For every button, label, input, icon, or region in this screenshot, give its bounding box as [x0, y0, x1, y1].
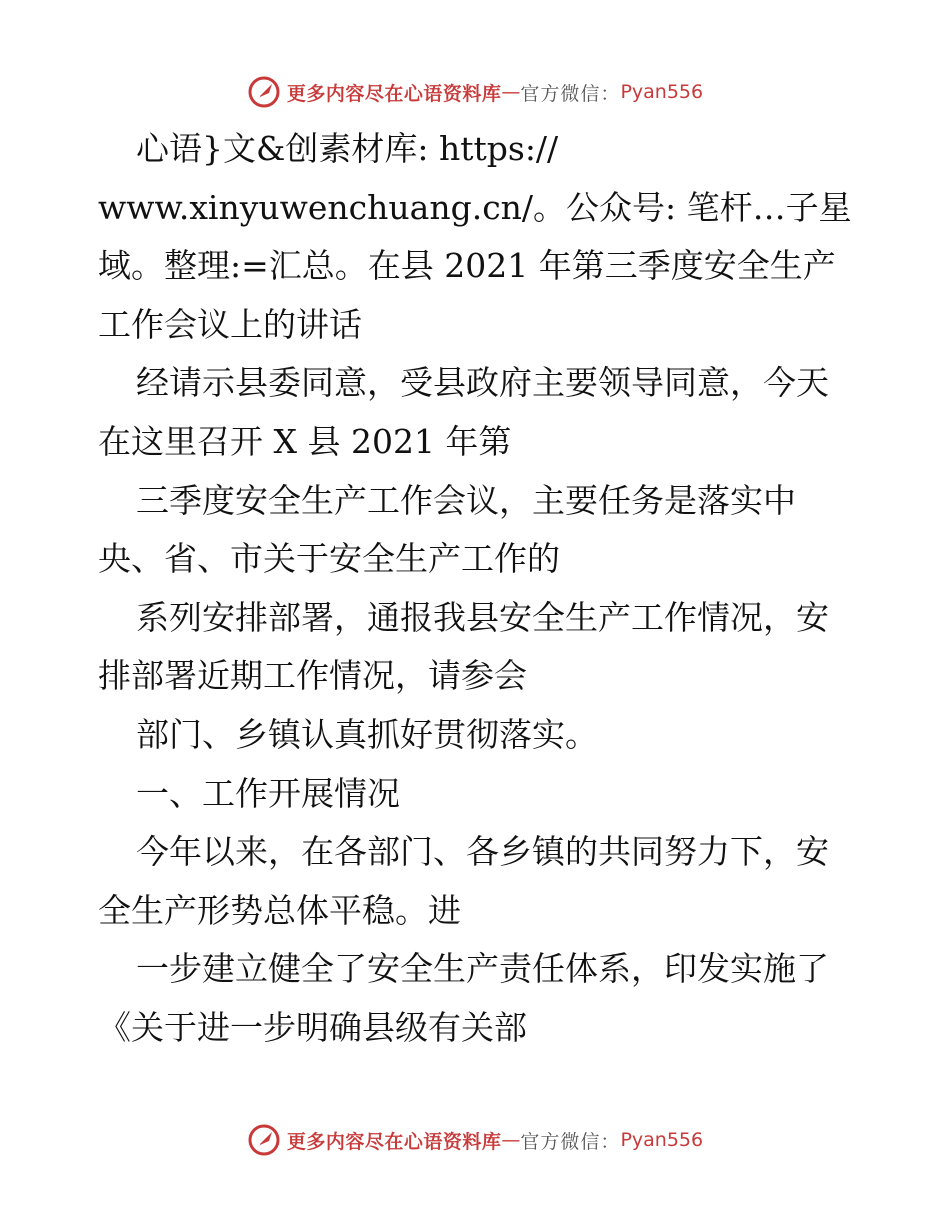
text-line: www.xinyuwenchuang.cn/。公众号: 笔杆…子星	[98, 187, 852, 227]
text-line: 域。整理:=汇总。在县 2021 年第三季度安全生产	[98, 246, 836, 286]
watermark-text: 更多内容尽在心语资料库	[286, 82, 502, 105]
text-line: 三季度安全生产工作会议，主要任务是落实中	[136, 480, 796, 520]
watermark-separator: —	[501, 81, 521, 103]
text-line: 一、工作开展情况	[136, 773, 400, 813]
watermark-account: Pyan556	[620, 1129, 704, 1151]
text-line: 经请示县委同意，受县政府主要领导同意，今天	[136, 363, 829, 403]
text-line: 在这里召开 X 县 2021 年第	[98, 421, 512, 461]
text-line: 全生产形势总体平稳。进	[98, 890, 461, 930]
watermark-official-label: 官方微信：	[520, 1130, 621, 1153]
text-line: 一步建立健全了安全生产责任体系，印发实施了	[136, 949, 829, 989]
text-line: 部门、乡镇认真抓好贯彻落实。	[136, 714, 598, 754]
text-line: 《关于进一步明确县级有关部	[98, 1007, 527, 1047]
watermark-separator: —	[501, 1129, 521, 1151]
text-line: 今年以来，在各部门、各乡镇的共同努力下，安	[136, 832, 829, 872]
text-line: 工作会议上的讲话	[98, 304, 362, 344]
document-body	[98, 120, 858, 1058]
text-line: 央、省、市关于安全生产工作的	[98, 539, 560, 579]
footer-watermark	[0, 1120, 950, 1160]
watermark-text: 更多内容尽在心语资料库	[286, 1130, 502, 1153]
text-line: 系列安排部署，通报我县安全生产工作情况，安	[136, 597, 829, 637]
text-line: 心语}文&创素材库: https://	[136, 129, 559, 168]
header-watermark	[0, 72, 950, 112]
watermark-account: Pyan556	[620, 81, 704, 103]
quill-logo-icon	[247, 1123, 281, 1157]
watermark-official-label: 官方微信：	[520, 82, 621, 105]
quill-logo-icon	[247, 75, 281, 109]
text-line: 排部署近期工作情况，请参会	[98, 656, 527, 696]
